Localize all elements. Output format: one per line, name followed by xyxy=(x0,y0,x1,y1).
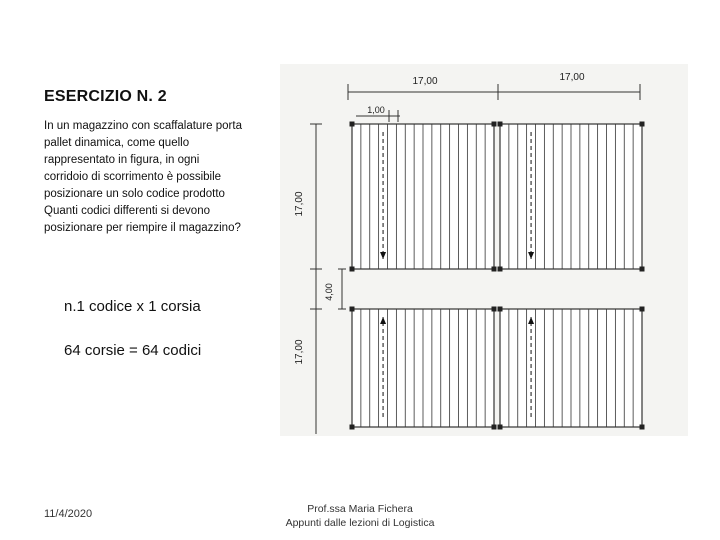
dim-aisle-label: 4,00 xyxy=(324,283,334,301)
slide-date: 11/4/2020 xyxy=(44,508,93,520)
question-line: pallet dinamica, come quello xyxy=(44,137,190,149)
question-line: Quanti codici differenti si devono xyxy=(44,205,210,217)
rack-post xyxy=(640,307,645,312)
rack-post xyxy=(498,307,503,312)
dim-top-left-label: 17,00 xyxy=(412,76,438,87)
answer-line-1: n.1 codice x 1 corsia xyxy=(64,298,201,315)
rack-post xyxy=(492,307,497,312)
rack-post xyxy=(492,267,497,272)
rack-post xyxy=(640,122,645,127)
rack-post xyxy=(498,425,503,430)
rack-block-top-right xyxy=(498,122,645,272)
rack-post xyxy=(492,425,497,430)
rack-post xyxy=(350,267,355,272)
question-line: corridoio di scorrimento è possibile xyxy=(44,171,222,183)
rack-post xyxy=(350,425,355,430)
rack-post xyxy=(640,425,645,430)
dim-lane-label: 1,00 xyxy=(367,105,385,115)
question-line: posizionare per riempire il magazzino? xyxy=(44,222,241,234)
footer-author: Prof.ssa Maria Fichera xyxy=(307,503,413,515)
rack-post xyxy=(498,122,503,127)
rack-block-bottom-right xyxy=(498,307,645,430)
question-line: rappresentato in figura, in ogni xyxy=(44,154,200,166)
dim-height-lower-label: 17,00 xyxy=(294,339,305,365)
warehouse-layout-figure xyxy=(280,64,688,436)
exercise-question xyxy=(44,118,276,237)
answer-line-2: 64 corsie = 64 codici xyxy=(64,342,202,359)
footer-course: Appunti dalle lezioni di Logistica xyxy=(285,517,435,529)
rack-post xyxy=(498,267,503,272)
warehouse-drawing xyxy=(280,64,688,436)
rack-block-top-left xyxy=(350,122,497,272)
slide-footer xyxy=(270,502,450,530)
rack-post xyxy=(350,122,355,127)
dim-top-right-label: 17,00 xyxy=(559,72,585,83)
slide-title: ESERCIZIO N. 2 xyxy=(44,88,167,105)
rack-post xyxy=(640,267,645,272)
question-line: In un magazzino con scaffalature porta xyxy=(44,120,242,132)
rack-block-bottom-left xyxy=(350,307,497,430)
rack-post xyxy=(350,307,355,312)
dim-height-upper-label: 17,00 xyxy=(294,191,305,217)
rack-post xyxy=(492,122,497,127)
question-line: posizionare un solo codice prodotto xyxy=(44,188,225,200)
